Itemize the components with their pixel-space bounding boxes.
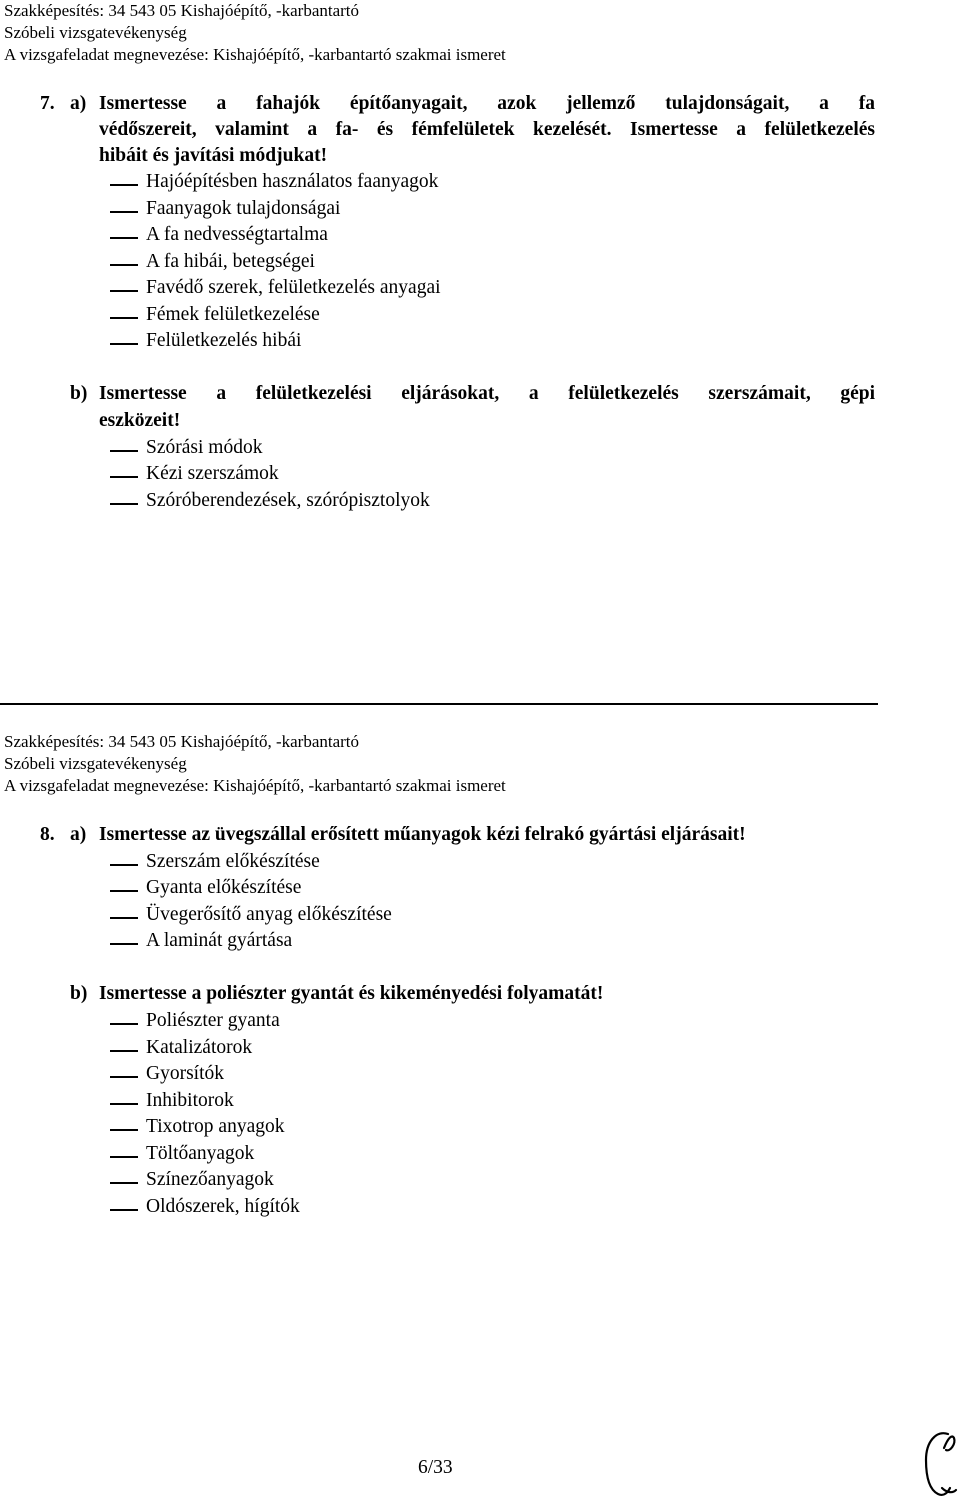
dash-bullet [110, 184, 138, 186]
list-item-text: A fa nedvességtartalma [146, 224, 328, 245]
dash-bullet [110, 1023, 138, 1025]
dash-bullet [110, 1050, 138, 1052]
list-item-text: Oldószerek, hígítók [146, 1196, 300, 1217]
q7a-question-line2: védőszereit, valamint a fa- és fémfelületek kezelését. Ismertesse a felületkezelés [99, 119, 875, 140]
q7-number: 7. [40, 93, 55, 114]
q7a-question-line3: hibáit és javítási módjukat! [99, 145, 328, 166]
list-item-text: Tixotrop anyagok [146, 1116, 285, 1137]
q8b-question: Ismertesse a poliészter gyantát és kikeményedési folyamatát! [99, 983, 604, 1004]
page-divider [0, 703, 878, 705]
q7b-question-line2: eszközeit! [99, 410, 181, 431]
list-item-text: Kézi szerszámok [146, 463, 279, 484]
dash-bullet [110, 1103, 138, 1105]
list-item-text: Inhibitorok [146, 1090, 234, 1111]
dash-bullet [110, 1209, 138, 1211]
dash-bullet [110, 343, 138, 345]
list-item-text: Üvegerősítő anyag előkészítése [146, 904, 392, 925]
dash-bullet [110, 890, 138, 892]
list-item-text: A laminát gyártása [146, 930, 293, 951]
dash-bullet [110, 503, 138, 505]
header-task-name: A vizsgafeladat megnevezése: Kishajóépítő, -karbantartó szakmai ismeret [4, 45, 506, 64]
list-item-text: Gyanta előkészítése [146, 877, 302, 898]
list-item-text: Töltőanyagok [146, 1143, 255, 1164]
list-item-text: Szórási módok [146, 437, 263, 458]
dash-bullet [110, 237, 138, 239]
list-item-text: Felületkezelés hibái [146, 330, 302, 351]
dash-bullet [110, 1076, 138, 1078]
q8a-label: a) [70, 824, 87, 845]
dash-bullet [110, 864, 138, 866]
handwritten-signature [918, 1428, 958, 1500]
dash-bullet [110, 450, 138, 452]
dash-bullet [110, 917, 138, 919]
list-item-text: Faanyagok tulajdonságai [146, 198, 341, 219]
list-item-text: Katalizátorok [146, 1037, 253, 1058]
dash-bullet [110, 943, 138, 945]
q8a-question: Ismertesse az üvegszállal erősített műanyagok kézi felrakó gyártási eljárásait! [99, 824, 746, 845]
header-qualification: Szakképesítés: 34 543 05 Kishajóépítő, -karbantartó [4, 1, 360, 20]
list-item-text: Színezőanyagok [146, 1169, 274, 1190]
list-item-text: Poliészter gyanta [146, 1010, 280, 1031]
q8b-label: b) [70, 983, 88, 1004]
header-exam-type: Szóbeli vizsgatevékenység [4, 754, 187, 773]
header-qualification: Szakképesítés: 34 543 05 Kishajóépítő, -karbantartó [4, 732, 360, 751]
q7a-question-line1: Ismertesse a fahajók építőanyagait, azok jellemző tulajdonságait, a fa [99, 93, 875, 114]
dash-bullet [110, 290, 138, 292]
dash-bullet [110, 1182, 138, 1184]
dash-bullet [110, 476, 138, 478]
list-item-text: Hajóépítésben használatos faanyagok [146, 171, 439, 192]
dash-bullet [110, 1129, 138, 1131]
list-item-text: Szerszám előkészítése [146, 851, 320, 872]
list-item-text: A fa hibái, betegségei [146, 251, 315, 272]
q7a-label: a) [70, 93, 87, 114]
q8-number: 8. [40, 824, 55, 845]
q7b-question-line1: Ismertesse a felületkezelési eljárásokat, a felületkezelés szerszámait, gépi [99, 383, 875, 404]
dash-bullet [110, 264, 138, 266]
page-number: 6/33 [418, 1457, 453, 1478]
header-task-name: A vizsgafeladat megnevezése: Kishajóépítő, -karbantartó szakmai ismeret [4, 776, 506, 795]
list-item-text: Gyorsítók [146, 1063, 224, 1084]
q7b-label: b) [70, 383, 88, 404]
dash-bullet [110, 211, 138, 213]
header-exam-type: Szóbeli vizsgatevékenység [4, 23, 187, 42]
dash-bullet [110, 317, 138, 319]
dash-bullet [110, 1156, 138, 1158]
list-item-text: Fémek felületkezelése [146, 304, 320, 325]
list-item-text: Favédő szerek, felületkezelés anyagai [146, 277, 441, 298]
list-item-text: Szóróberendezések, szórópisztolyok [146, 490, 430, 511]
